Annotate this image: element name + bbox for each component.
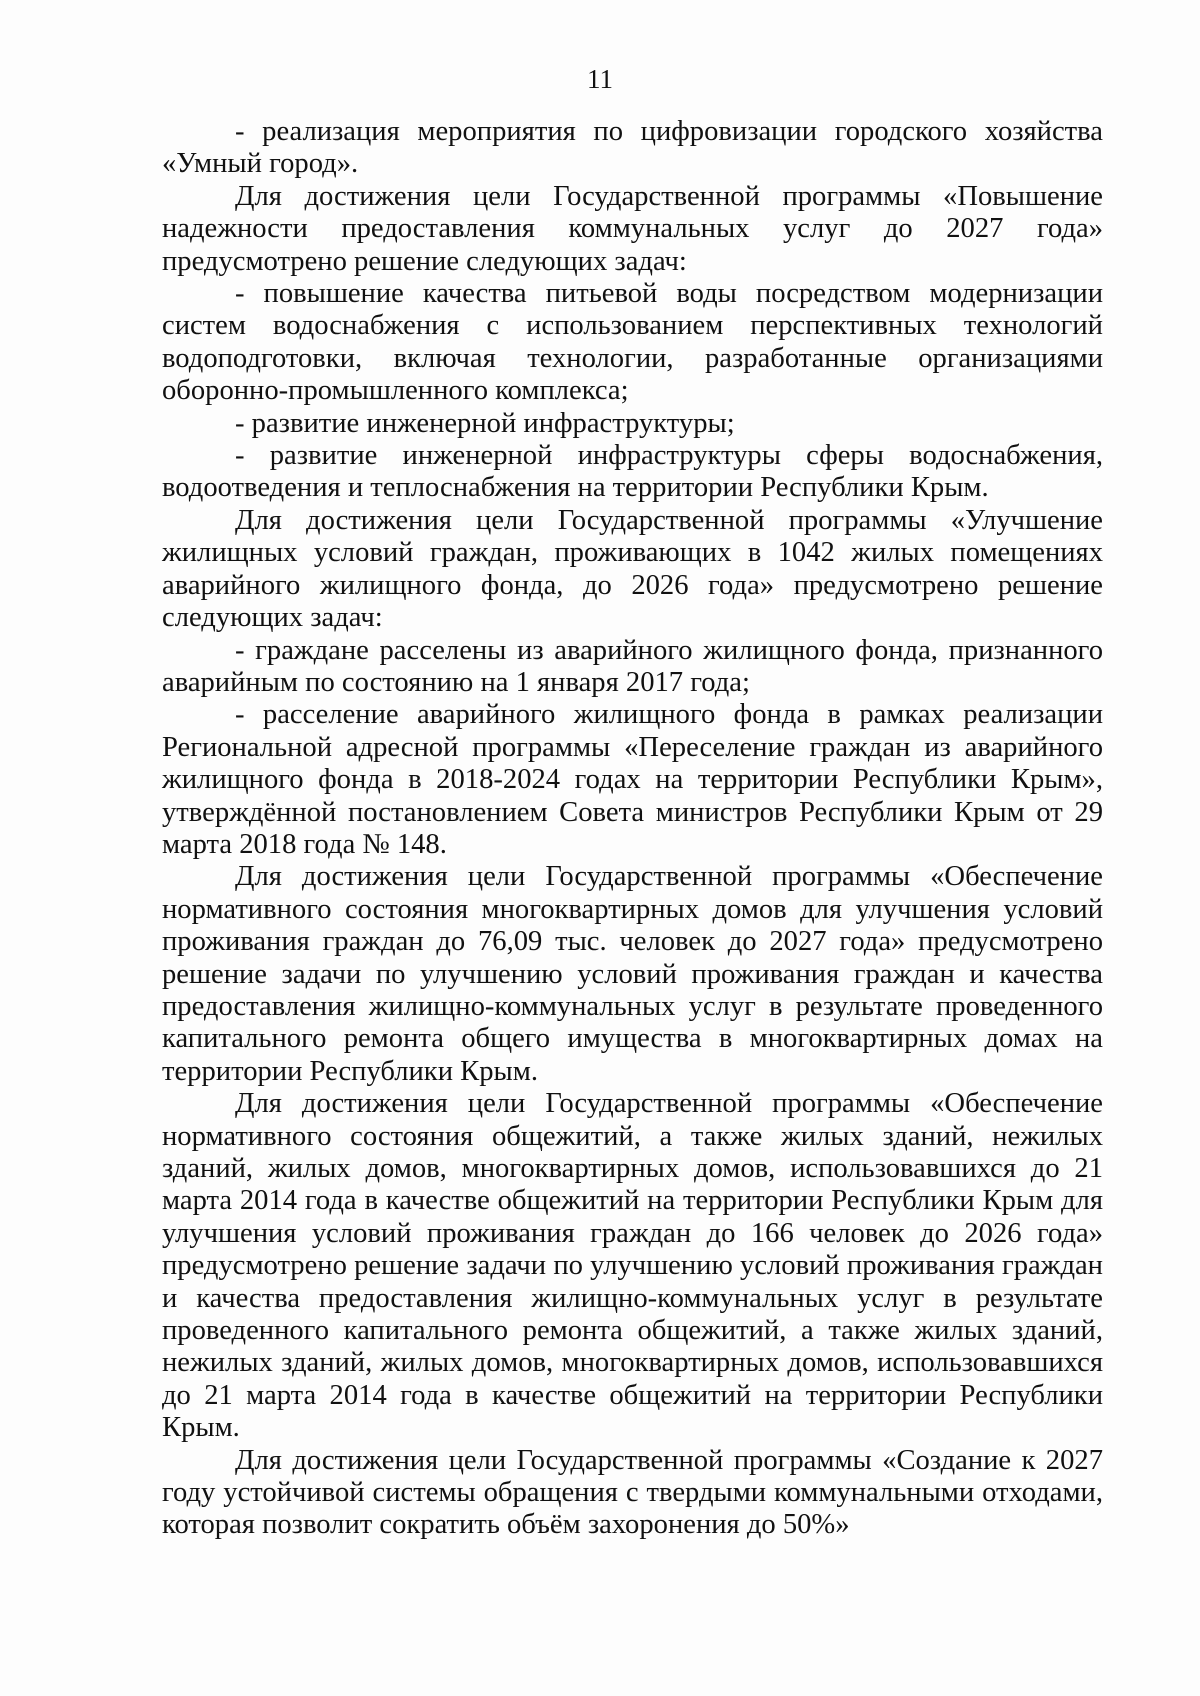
paragraph: - повышение качества питьевой воды посредством модернизации систем водоснабжения с использованием перспективных технологий водоподготовки, включая технологии, разработанные организациями оборонно-промышленного комплекса; — [162, 278, 1103, 407]
document-body — [162, 116, 1103, 1542]
paragraph: - расселение аварийного жилищного фонда в рамках реализации Региональной адресной программы «Переселение граждан из аварийного жилищного фонда в 2018-2024 годах на территории Республики Крым», утверждённой постановлением Совета министров Республики Крым от 29 марта 2018 года № 148. — [162, 699, 1103, 860]
paragraph: - граждане расселены из аварийного жилищного фонда, признанного аварийным по состоянию на 1 января 2017 года; — [162, 634, 1103, 698]
paragraph: Для достижения цели Государственной программы «Обеспечение нормативного состояния многоквартирных домов для улучшения условий проживания граждан до 76,09 тыс. человек до 2027 года» предусмотрено решение задачи по улучшению условий проживания граждан и качества предоставления жилищно-коммунальных услуг в результате проведенного капитального ремонта общего имущества в многоквартирных домах на территории Республики Крым. — [162, 861, 1103, 1087]
paragraph: - развитие инженерной инфраструктуры сферы водоснабжения, водоотведения и теплоснабжения на территории Республики Крым. — [162, 440, 1103, 504]
page-number: 11 — [587, 64, 613, 94]
paragraph: Для достижения цели Государственной программы «Улучшение жилищных условий граждан, проживающих в 1042 жилых помещениях аварийного жилищного фонда, до 2026 года» предусмотрено решение следующих задач: — [162, 504, 1103, 634]
paragraph: - реализация мероприятия по цифровизации городского хозяйства «Умный город». — [162, 116, 1103, 180]
paragraph: Для достижения цели Государственной программы «Создание к 2027 году устойчивой системы обращения с твердыми коммунальными отходами, которая позволит сократить объём захоронения до 50%» — [162, 1444, 1103, 1541]
paragraph: - развитие инженерной инфраструктуры; — [235, 407, 735, 439]
paragraph: Для достижения цели Государственной программы «Повышение надежности предоставления коммунальных услуг до 2027 года» предусмотрено решение следующих задач: — [162, 180, 1103, 277]
paragraph: Для достижения цели Государственной программы «Обеспечение нормативного состояния общежитий, а также жилых зданий, нежилых зданий, жилых домов, многоквартирных домов, использовавшихся до 21 марта 2014 года в качестве общежитий на территории Республики Крым для улучшения условий проживания граждан до 166 человек до 2026 года» предусмотрено решение задачи по улучшению условий проживания граждан и качества предоставления жилищно-коммунальных услуг в результате проведенного капитального ремонта общежитий, а также жилых зданий, нежилых зданий, жилых домов, многоквартирных домов, использовавшихся до 21 марта 2014 года в качестве общежитий на территории Республики Крым. — [162, 1088, 1103, 1444]
